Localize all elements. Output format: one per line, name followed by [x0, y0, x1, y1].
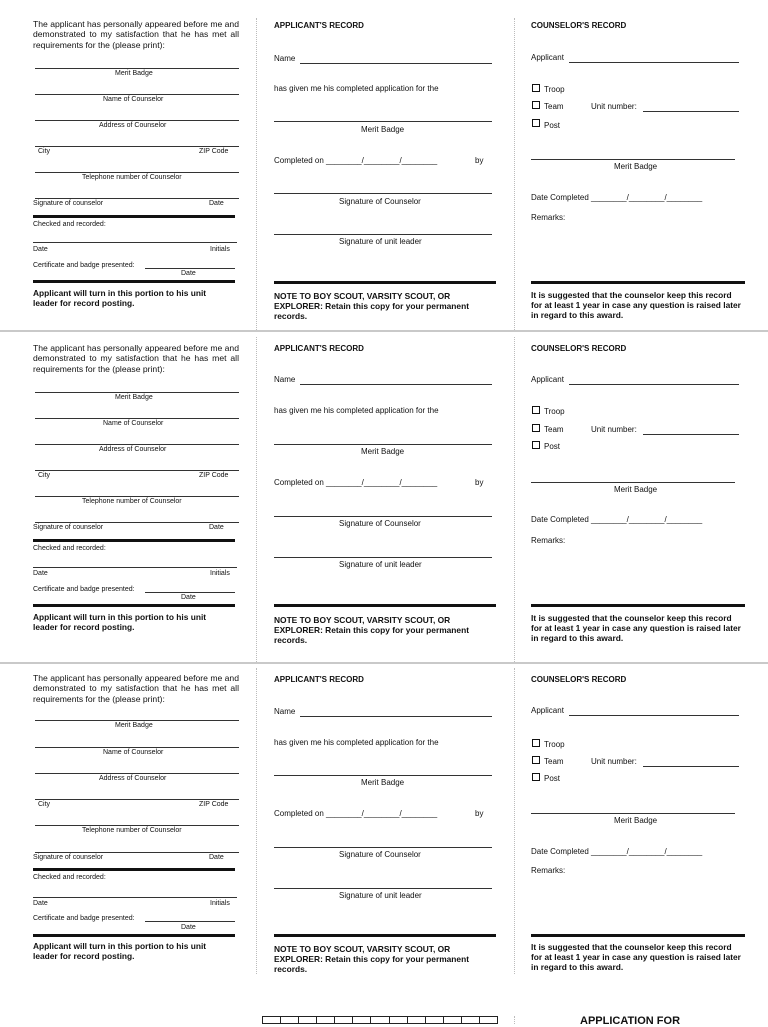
- applicants-record-column: [274, 668, 496, 974]
- name-label: Name: [274, 375, 296, 384]
- merit-badge-caption: Merit Badge: [115, 70, 153, 77]
- date-caption: Date: [209, 854, 224, 861]
- city-caption: City: [38, 801, 51, 808]
- address-caption: Address of Counselor: [99, 775, 167, 782]
- certificate-caption: Certificate and badge presented:: [33, 262, 135, 269]
- post-checkbox[interactable]: [532, 441, 540, 449]
- merit-badge-caption: Merit Badge: [361, 778, 405, 787]
- troop-checkbox[interactable]: [532, 84, 540, 92]
- initials-caption: Initials: [210, 900, 230, 907]
- signature-unit-leader-caption: Signature of unit leader: [339, 560, 422, 569]
- signature-caption: Signature of counselor: [33, 524, 104, 531]
- signature-counselor-caption: Signature of Counselor: [339, 850, 421, 859]
- counselor-certification-column: [33, 337, 239, 662]
- counselor-certification-column: [33, 668, 239, 974]
- form-row-2: [0, 337, 768, 662]
- telephone-caption: Telephone number of Counselor: [82, 498, 182, 505]
- completed-on: Completed on ________/________/________: [274, 478, 438, 487]
- troop-label: Troop: [544, 740, 565, 749]
- form-row-3: [0, 668, 768, 974]
- date-caption: Date: [209, 200, 224, 207]
- certificate-caption: Certificate and badge presented:: [33, 586, 135, 593]
- signature-counselor-caption: Signature of Counselor: [339, 197, 421, 206]
- applicant-label: Applicant: [531, 706, 564, 715]
- by-label: by: [475, 478, 484, 487]
- counselors-record-title: COUNSELOR'S RECORD: [531, 675, 627, 684]
- signature-caption: Signature of counselor: [33, 854, 104, 861]
- name-label: Name: [274, 54, 296, 63]
- merit-badge-caption: Merit Badge: [361, 125, 405, 134]
- post-label: Post: [544, 442, 561, 451]
- troop-label: Troop: [544, 85, 565, 94]
- counselors-record-title: COUNSELOR'S RECORD: [531, 344, 627, 353]
- name-of-counselor-caption: Name of Counselor: [103, 96, 164, 103]
- unit-number-label: Unit number:: [591, 757, 637, 766]
- counselor-certification-column: [33, 14, 239, 330]
- troop-checkbox[interactable]: [532, 406, 540, 414]
- date-caption: Date: [209, 524, 224, 531]
- team-label: Team: [544, 425, 564, 434]
- certificate-caption: Certificate and badge presented:: [33, 915, 135, 922]
- remarks-label: Remarks:: [531, 213, 566, 222]
- applicants-record-column: [274, 337, 496, 662]
- cutoff-grid-table: [262, 1016, 498, 1024]
- post-checkbox[interactable]: [532, 773, 540, 781]
- merit-badge-caption: Merit Badge: [361, 447, 405, 456]
- date-caption: Date: [33, 246, 48, 253]
- date-completed: Date Completed ________/________/________: [531, 847, 703, 856]
- keep-record-note: It is suggested that the counselor keep this record for at least 1 year in case any question is raised later in regard to this award.: [531, 942, 741, 973]
- name-of-counselor-caption: Name of Counselor: [103, 749, 164, 756]
- date-caption: Date: [33, 900, 48, 907]
- applicants-record-title: APPLICANT'S RECORD: [274, 675, 364, 684]
- merit-badge-caption: Merit Badge: [614, 162, 658, 171]
- counselors-record-column: [531, 337, 745, 662]
- counselors-record-title: COUNSELOR'S RECORD: [531, 21, 627, 30]
- city-caption: City: [38, 148, 51, 155]
- team-checkbox[interactable]: [532, 756, 540, 764]
- zip-caption: ZIP Code: [199, 148, 229, 155]
- signature-unit-leader-caption: Signature of unit leader: [339, 891, 422, 900]
- remarks-label: Remarks:: [531, 866, 566, 875]
- zip-caption: ZIP Code: [199, 472, 229, 479]
- completed-on: Completed on ________/________/________: [274, 156, 438, 165]
- team-label: Team: [544, 102, 564, 111]
- has-given-text: has given me his completed application for the: [274, 738, 439, 747]
- post-label: Post: [544, 774, 561, 783]
- turn-in-note: Applicant will turn in this portion to his unit leader for record posting.: [33, 612, 207, 633]
- merit-badge-caption: Merit Badge: [614, 816, 658, 825]
- applicant-label: Applicant: [531, 375, 564, 384]
- troop-label: Troop: [544, 407, 565, 416]
- signature-caption: Signature of counselor: [33, 200, 104, 207]
- checked-recorded: Checked and recorded:: [33, 874, 106, 881]
- remarks-label: Remarks:: [531, 536, 566, 545]
- retain-copy-note: NOTE TO BOY SCOUT, VARSITY SCOUT, OR EXPLORER: Retain this copy for your permanent records.: [274, 615, 469, 646]
- telephone-caption: Telephone number of Counselor: [82, 827, 182, 834]
- checked-recorded: Checked and recorded:: [33, 221, 106, 228]
- counselors-record-column: [531, 668, 745, 974]
- initials-caption: Initials: [210, 246, 230, 253]
- retain-copy-note: NOTE TO BOY SCOUT, VARSITY SCOUT, OR EXPLORER: Retain this copy for your permanent records.: [274, 944, 469, 974]
- has-given-text: has given me his completed application for the: [274, 84, 439, 93]
- team-checkbox[interactable]: [532, 101, 540, 109]
- date-caption: Date: [181, 924, 196, 931]
- intro-text: The applicant has personally appeared before me and demonstrated to my satisfaction that he has met all requirements for the (please print):: [33, 673, 239, 704]
- signature-counselor-caption: Signature of Counselor: [339, 519, 421, 528]
- keep-record-note: It is suggested that the counselor keep this record for at least 1 year in case any question is raised later in regard to this award.: [531, 290, 741, 321]
- counselors-record-column: [531, 14, 745, 330]
- date-completed: Date Completed ________/________/________: [531, 193, 703, 202]
- intro-text: The applicant has personally appeared before me and demonstrated to my satisfaction that he has met all requirements for the (please print):: [33, 343, 239, 374]
- turn-in-note: Applicant will turn in this portion to his unit leader for record posting.: [33, 941, 207, 962]
- date-caption: Date: [33, 570, 48, 577]
- city-caption: City: [38, 472, 51, 479]
- turn-in-note: Applicant will turn in this portion to his unit leader for record posting.: [33, 288, 207, 309]
- date-completed: Date Completed ________/________/________: [531, 515, 703, 524]
- merit-badge-caption: Merit Badge: [115, 722, 153, 729]
- merit-badge-caption: Merit Badge: [115, 394, 153, 401]
- keep-record-note: It is suggested that the counselor keep this record for at least 1 year in case any question is raised later in regard to this award.: [531, 613, 741, 644]
- date-caption: Date: [181, 270, 196, 277]
- applicant-label: Applicant: [531, 53, 564, 62]
- telephone-caption: Telephone number of Counselor: [82, 174, 182, 181]
- address-caption: Address of Counselor: [99, 446, 167, 453]
- has-given-text: has given me his completed application for the: [274, 406, 439, 415]
- initials-caption: Initials: [210, 570, 230, 577]
- team-checkbox[interactable]: [532, 424, 540, 432]
- merit-badge-caption: Merit Badge: [614, 485, 658, 494]
- by-label: by: [475, 156, 484, 165]
- unit-number-label: Unit number:: [591, 102, 637, 111]
- application-for-heading: APPLICATION FOR: [580, 1015, 681, 1027]
- zip-caption: ZIP Code: [199, 801, 229, 808]
- by-label: by: [475, 809, 484, 818]
- form-row-1: [0, 14, 768, 330]
- applicants-record-title: APPLICANT'S RECORD: [274, 21, 364, 30]
- checked-recorded: Checked and recorded:: [33, 545, 106, 552]
- troop-checkbox[interactable]: [532, 739, 540, 747]
- name-label: Name: [274, 707, 296, 716]
- address-caption: Address of Counselor: [99, 122, 167, 129]
- applicants-record-column: [274, 14, 496, 330]
- retain-copy-note: NOTE TO BOY SCOUT, VARSITY SCOUT, OR EXPLORER: Retain this copy for your permanent records.: [274, 291, 469, 322]
- post-label: Post: [544, 121, 561, 130]
- name-of-counselor-caption: Name of Counselor: [103, 420, 164, 427]
- completed-on: Completed on ________/________/________: [274, 809, 438, 818]
- post-checkbox[interactable]: [532, 119, 540, 127]
- applicants-record-title: APPLICANT'S RECORD: [274, 344, 364, 353]
- intro-text: The applicant has personally appeared before me and demonstrated to my satisfaction that he has met all requirements for the (please print):: [33, 19, 239, 50]
- unit-number-label: Unit number:: [591, 425, 637, 434]
- team-label: Team: [544, 757, 564, 766]
- signature-unit-leader-caption: Signature of unit leader: [339, 237, 422, 246]
- date-caption: Date: [181, 594, 196, 601]
